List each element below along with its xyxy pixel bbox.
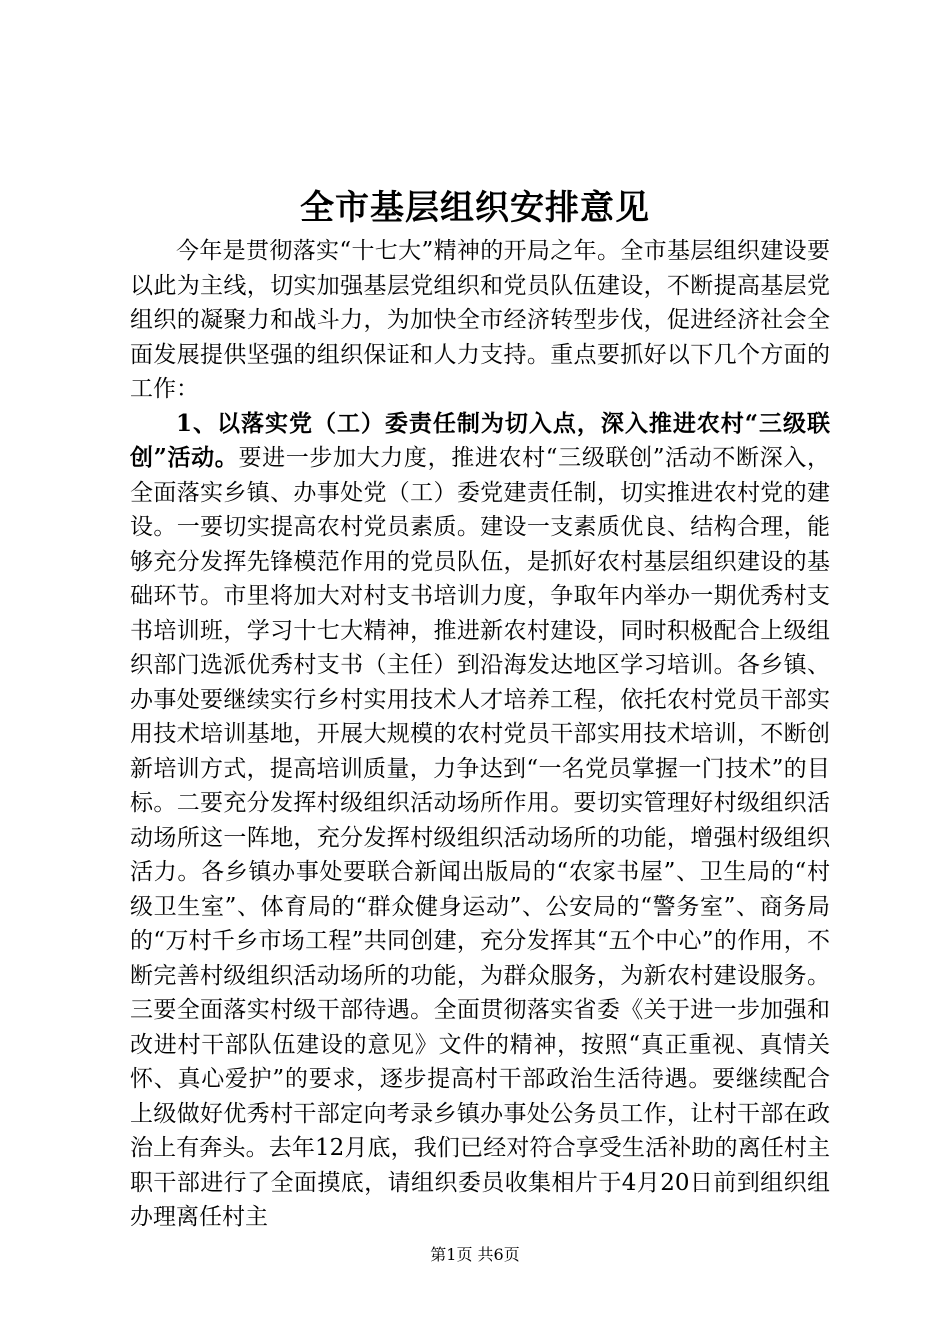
page-footer: 第1页 共6页	[430, 1245, 520, 1264]
intro-paragraph: 今年是贯彻落实“十七大”精神的开局之年。全市基层组织建设要以此为主线，切实加强基层党组织和党员队伍建设，不断提高基层党组织的凝聚力和战斗力，为加快全市经济转型步伐，促进经济社会全面发展提供坚强的组织保证和人力支持。重点要抓好以下几个方面的工作：	[130, 238, 830, 402]
section-1-paragraph	[130, 407, 830, 1235]
section-1-body: 要进一步加大力度，推进农村“三级联创”活动不断深入，全面落实乡镇、办事处党（工）委党建责任制，切实推进农村党的建设。一要切实提高农村党员素质。建设一支素质优良、结构合理，能够充分发挥先锋模范作用的党员队伍，是抓好农村基层组织建设的基础环节。市里将加大对村支书培训力度，争取年内举办一期优秀村支书培训班，学习十七大精神，推进新农村建设，同时积极配合上级组织部门选派优秀村支书（主任）到沿海发达地区学习培训。各乡镇、办事处要继续实行乡村实用技术人才培养工程，依托农村党员干部实用技术培训基地，开展大规模的农村党员干部实用技术培训，不断创新培训方式，提高培训质量，力争达到“一名党员掌握一门技术”的目标。二要充分发挥村级组织活动场所作用。要切实管理好村级组织活动场所这一阵地，充分发挥村级组织活动场所的功能，增强村级组织活力。各乡镇办事处要联合新闻出版局的“农家书屋”、卫生局的“村级卫生室”、体育局的“群众健身运动”、公安局的“警务室”、商务局的“万村千乡市场工程”共同创建，充分发挥其“五个中心”的作用，不断完善村级组织活动场所的功能，为群众服务，为新农村建设服务。三要全面落实村级干部待遇。全面贯彻落实省委《关于进一步加强和改进村干部队伍建设的意见》文件的精神，按照“真正重视、真情关怀、真心爱护”的要求，逐步提高村干部政治生活待遇。要继续配合上级做好优秀村干部定向考录乡镇办事处公务员工作，让村干部在政治上有奔头。去年12月底，我们已经对符合享受生活补助的离任村主职干部进行了全面摸底，请组织委员收集相片于4月20日前到组织组办理离任村主	[130, 445, 830, 1230]
section-1-heading: 1、以落实党（工）委责任制为切入点，深入推进农村“三级联创”活动。	[130, 409, 830, 471]
document-title: 全市基层组织安排意见	[300, 188, 650, 228]
document-body	[130, 234, 830, 1235]
